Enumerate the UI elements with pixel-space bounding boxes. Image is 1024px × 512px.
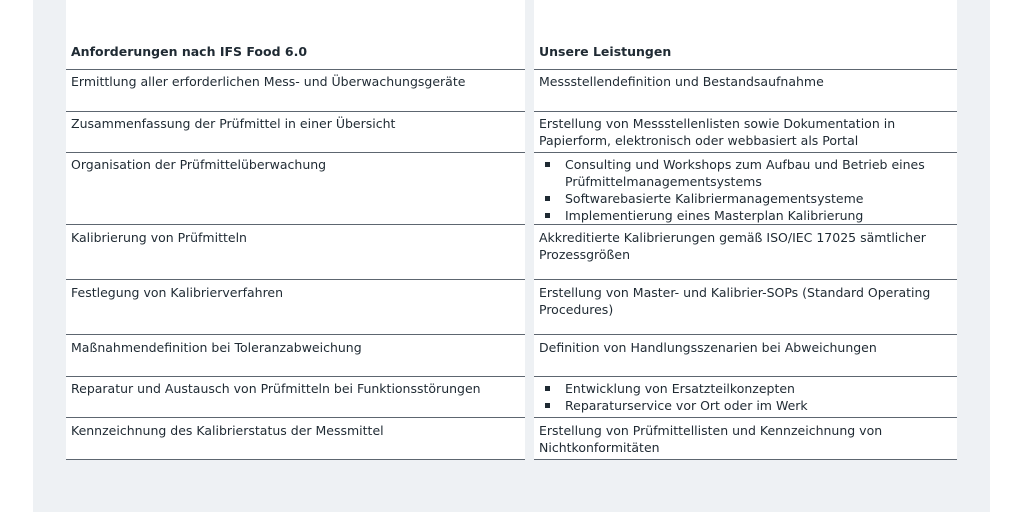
service-bullet-list: [539, 156, 957, 224]
services-header: Unsere Leistungen: [539, 44, 672, 59]
row-divider: [66, 334, 525, 335]
service-cell: [534, 156, 957, 224]
row-divider: [534, 417, 957, 418]
service-bullet-item: Softwarebasierte Kalibriermanagementsysteme: [539, 190, 957, 207]
service-bullet-list: [539, 380, 957, 414]
row-divider: [66, 376, 525, 377]
row-divider: [66, 224, 525, 225]
service-bullet-item: Entwicklung von Ersatzteilkonzepten: [539, 380, 957, 397]
table-bottom-rule: [534, 459, 957, 460]
row-divider: [534, 111, 957, 112]
row-divider: [534, 279, 957, 280]
row-divider: [534, 224, 957, 225]
service-cell: Messstellendefinition und Bestandsaufnahme: [539, 74, 824, 89]
service-cell: Akkreditierte Kalibrierungen gemäß ISO/IEC 17025 sämtlicher Prozessgrößen: [539, 230, 926, 262]
requirements-header: Anforderungen nach IFS Food 6.0: [71, 44, 308, 59]
header-divider: [66, 69, 525, 70]
service-cell: Erstellung von Prüfmittellisten und Kennzeichnung von Nichtkonformitäten: [539, 423, 883, 455]
requirement-cell: Kennzeichnung des Kalibrierstatus der Messmittel: [71, 423, 384, 438]
header-divider: [534, 69, 957, 70]
service-bullet-item: Reparaturservice vor Ort oder im Werk: [539, 397, 957, 414]
service-cell: Erstellung von Messstellenlisten sowie Dokumentation in Papierform, elektronisch oder webbasiert als Portal: [539, 116, 896, 148]
requirement-cell: Festlegung von Kalibrierverfahren: [71, 285, 284, 300]
row-divider: [534, 376, 957, 377]
row-divider: [534, 334, 957, 335]
service-cell: [534, 380, 957, 414]
requirement-cell: Ermittlung aller erforderlichen Mess- und Überwachungsgeräte: [71, 74, 466, 89]
service-bullet-item: Implementierung eines Masterplan Kalibrierung: [539, 207, 957, 224]
row-divider: [66, 152, 525, 153]
requirement-cell: Kalibrierung von Prüfmitteln: [71, 230, 247, 245]
requirement-cell: Maßnahmendefinition bei Toleranzabweichung: [71, 340, 362, 355]
row-divider: [66, 279, 525, 280]
requirement-cell: Zusammenfassung der Prüfmittel in einer Übersicht: [71, 116, 396, 131]
row-divider: [534, 152, 957, 153]
service-cell: Definition von Handlungsszenarien bei Abweichungen: [539, 340, 877, 355]
service-cell: Erstellung von Master- und Kalibrier-SOPs (Standard Operating Procedures): [539, 285, 931, 317]
row-divider: [66, 417, 525, 418]
service-bullet-item: Consulting und Workshops zum Aufbau und Betrieb eines Prüfmittelmanagementsystems: [539, 156, 957, 190]
requirement-cell: Organisation der Prüfmittelüberwachung: [71, 157, 327, 172]
row-divider: [66, 111, 525, 112]
requirement-cell: Reparatur und Austausch von Prüfmitteln bei Funktionsstörungen: [71, 381, 481, 396]
table-bottom-rule: [66, 459, 525, 460]
